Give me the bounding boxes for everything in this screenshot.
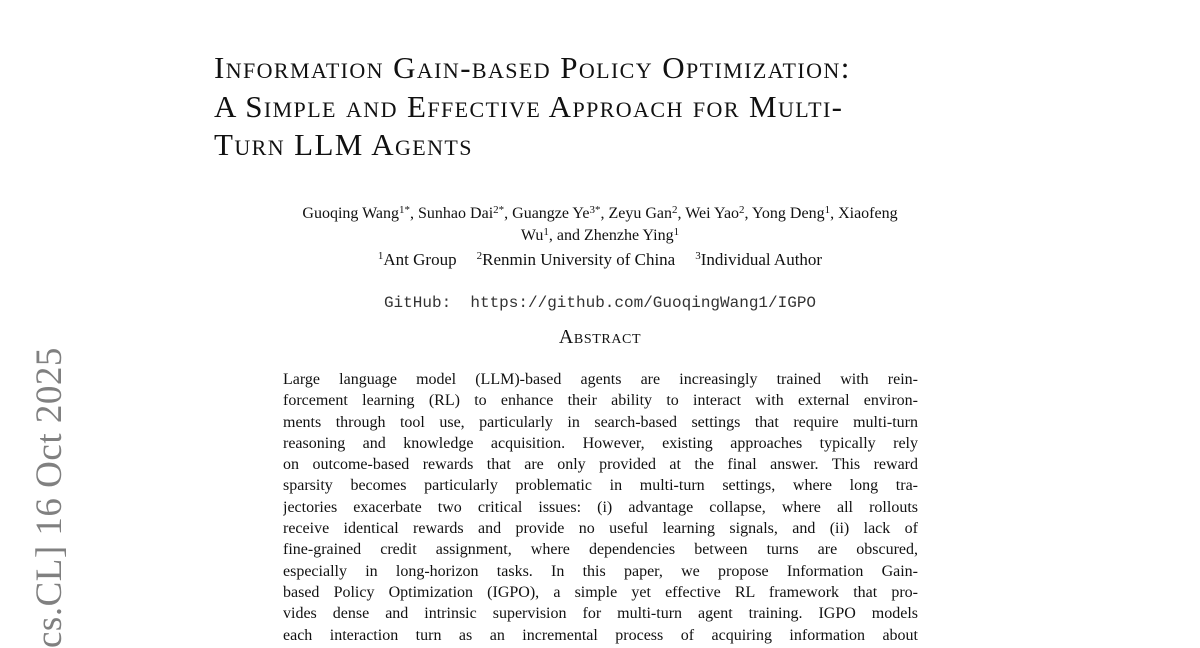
abstract-line: vides dense and intrinsic supervision for multi-turn agent training. IGPO models [283,605,918,623]
abstract-line: on outcome-based rewards that are only provided at the final answer. This reward [283,456,918,474]
author-list [214,203,986,247]
abstract-line: based Policy Optimization (IGPO), a simple yet effective RL framework that pro- [283,583,918,601]
github-line [214,292,986,314]
github-url-link[interactable]: https://github.com/GuoqingWang1/IGPO [470,294,817,312]
abstract-line: each interaction turn as an incremental process of acquiring information about [283,626,918,644]
affiliation-mark: 3 [695,250,701,262]
abstract-line: ments through tool use, particularly in search-based settings that require multi-turn [283,413,918,431]
author-name: Wei Yao [685,205,740,222]
abstract-line: fine-grained credit assignment, where dependencies between turns are obscured, [283,541,918,559]
author-name: Wu [520,227,544,244]
title-line: Turn LLM Agents [214,127,473,162]
author-name: Zeyu Gan [608,205,672,222]
author-affiliation-mark: 2 [739,204,745,216]
abstract-body [283,369,918,646]
author-separator: , [677,205,686,222]
abstract-heading: Abstract [558,326,642,348]
abstract-line: jectories exacerbate two critical issues: (i) advantage collapse, where all rollouts [283,498,918,516]
abstract-line: receive identical rewards and provide no useful learning signals, and (ii) lack of [283,520,918,538]
author-row [214,203,986,225]
affiliation-list [214,249,986,271]
abstract-line: forcement learning (RL) to enhance their ability to interact with external environ- [283,392,918,410]
author-separator: , [410,205,419,222]
author-separator: , and [548,227,584,244]
affiliation-mark: 1 [377,250,384,262]
affiliation-name: Individual Author [700,250,823,269]
author-name: Zhenzhe Ying [583,227,674,244]
abstract-line: sparsity becomes particularly problematic in multi-turn settings, where long tra- [283,477,918,495]
author-separator: , [744,205,752,222]
affiliation [378,250,457,269]
author-affiliation-mark: 1* [399,204,411,216]
paper-title [214,49,1014,165]
abstract-line: reasoning and knowledge acquisition. However, existing approaches typically rely [283,434,918,452]
author-name: Yong Deng [751,205,825,222]
author-name: Sunhao Dai [418,205,494,222]
author-affiliation-mark: 1 [673,226,680,238]
author-affiliation-mark: 1 [543,226,549,238]
author-row [214,225,986,247]
author-affiliation-mark: 1 [824,204,831,216]
affiliation-name: Renmin University of China [482,250,676,269]
author-affiliation-mark: 2* [493,204,505,216]
author-name: Guangze Ye [512,205,590,222]
title-line: A Simple and Effective Approach for Multi- [214,88,844,124]
arxiv-side-stamp: cs.CL] 16 Oct 2025 [29,347,70,648]
github-label: GitHub: [383,294,452,312]
affiliation [695,250,822,269]
author-name: Xiaofeng [838,205,898,222]
abstract-line: Large language model (LLM)-based agents are increasingly trained with rein- [283,371,918,388]
author-separator: , [830,205,839,222]
affiliation-mark: 2 [476,250,483,262]
author-affiliation-mark: 2 [672,204,678,216]
abstract-line: especially in long-horizon tasks. In this paper, we propose Information Gain- [283,562,918,580]
title-line: Information Gain-based Policy Optimization: [214,50,851,85]
author-name: Guoqing Wang [302,205,400,222]
affiliation-name: Ant Group [383,250,457,269]
author-separator: , [600,205,609,222]
author-separator: , [504,205,513,222]
affiliation [477,250,676,269]
author-affiliation-mark: 3* [589,204,601,216]
